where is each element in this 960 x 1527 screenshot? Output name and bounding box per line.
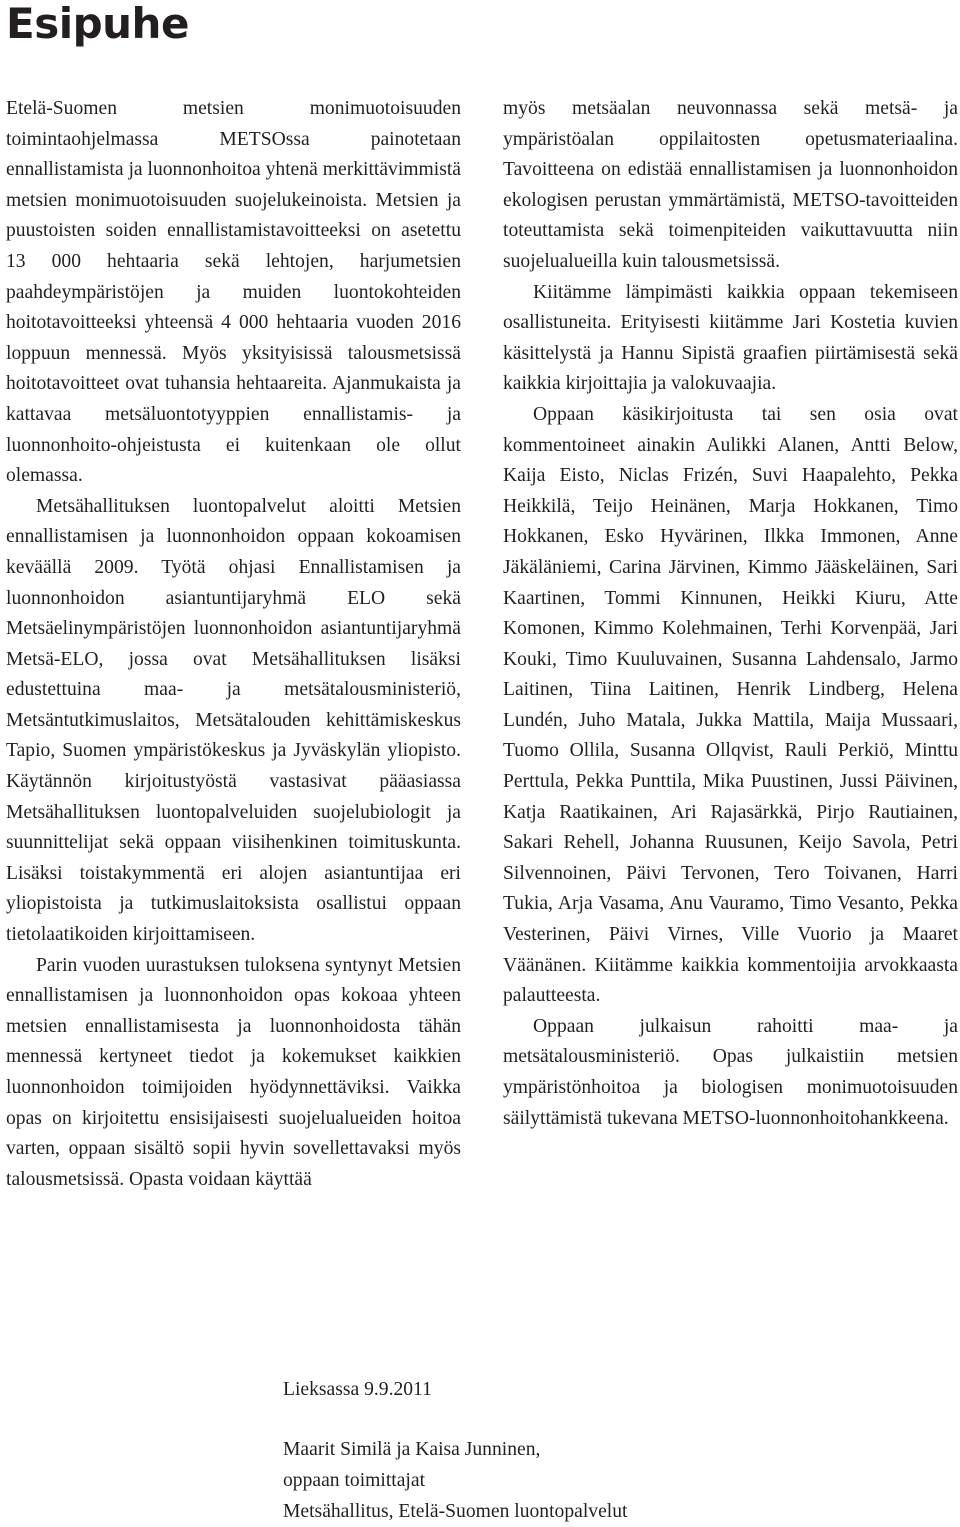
place-date: Lieksassa 9.9.2011: [283, 1379, 432, 1400]
left-column: [6, 94, 461, 1195]
signature-block: [283, 1434, 627, 1527]
paragraph-6: Oppaan käsikirjoitusta tai sen osia ovat kommentoineet ainakin Aulikki Alanen, Antti Below, Kaija Eisto, Niclas Frizén, Suvi Haapalehto, Pekka Heikkilä, Teijo Heinänen, Marja Hokkanen, Timo Hokkanen, Esko Hyvärinen, Ilkka Immonen, Anne Jäkäläniemi, Carina Järvinen, Kimmo Jääskeläinen, Sari Kaartinen, Tommi Kinnunen, Heikki Kiuru, Atte Komonen, Kimmo Kolehmainen, Terhi Korvenpää, Jari Kouki, Timo Kuuluvainen, Susanna Lahdensalo, Jarmo Laitinen, Tiina Laitinen, Henrik Lindberg, Helena Lundén, Juho Matala, Jukka Mattila, Maija Mussaari, Tuomo Ollila, Susanna Ollqvist, Rauli Perkiö, Minttu Perttula, Pekka Punttila, Mika Puustinen, Jussi Päivinen, Katja Raatikainen, Ari Rajasärkkä, Pirjo Rautiainen, Sakari Rehell, Johanna Ruusunen, Keijo Savola, Petri Silvennoinen, Päivi Tervonen, Tero Toivanen, Harri Tukia, Arja Vasama, Anu Vauramo, Timo Vesanto, Pekka Vesterinen, Päivi Virnes, Ville Vuorio ja Maaret Väänänen. Kiitämme kaikkia kommentoijia arvokkaasta palautteesta.: [503, 403, 958, 1007]
signature-names: Maarit Similä ja Kaisa Junninen,: [283, 1439, 541, 1460]
paragraph-4: myös metsäalan neuvonnassa sekä metsä- ja ympäristöalan oppilaitosten opetusmateriaalina. Tavoitteena on edistää ennallistamisen ja luonnonhoidon ekologisen perustan ymmärtämistä, METSO-tavoitteiden toteuttamista sekä toimenpiteiden vaikuttavuutta niin suojelualueilla kuin talousmetsissä.: [503, 98, 958, 272]
signature-organization: Metsähallitus, Etelä-Suomen luontopalvelut: [283, 1501, 628, 1522]
paragraph-3: Parin vuoden uurastuksen tuloksena syntynyt Metsien ennallistamisen ja luonnonhoidon opas kokoaa yhteen metsien ennallistamisesta ja luonnonhoidosta tähän mennessä kertyneet tiedot ja kokemukset kaikkien luonnonhoidon toimijoiden hyödynnettäviksi. Vaikka opas on kirjoitettu ensisijaisesti suojelualueiden hoitoa varten, oppaan sisältö sopii hyvin sovellettavaksi myös talousmetsissä. Opasta voidaan käyttää: [6, 954, 461, 1190]
right-column: [503, 94, 958, 1134]
paragraph-2: Metsähallituksen luontopalvelut aloitti Metsien ennallistamisen ja luonnonhoidon oppaan kokoamisen keväällä 2009. Työtä ohjasi Ennallistamisen ja luonnonhoidon asiantuntijaryhmä ELO sekä Metsäelinympäristöjen luonnonhoidon asiantuntijaryhmä Metsä-ELO, jossa ovat Metsähallituksen lisäksi edustettuina maa- ja metsätalousministeriö, Metsäntutkimuslaitos, Metsätalouden kehittämiskeskus Tapio, Suomen ympäristökeskus ja Jyväskylän yliopisto. Käytännön kirjoitustyöstä vastasivat pääasiassa Metsähallituksen luontopalveluiden suojelubiologit ja suunnittelijat sekä oppaan viisihenkinen toimituskunta. Lisäksi toistakymmentä eri alojen asiantuntijaa eri yliopistoista ja tutkimuslaitoksista osallistui oppaan tietolaatikoiden kirjoittamiseen.: [6, 495, 461, 946]
paragraph-5: Kiitämme lämpimästi kaikkia oppaan tekemiseen osallistuneita. Erityisesti kiitämme Jari Kostetia kuvien käsittelystä ja Hannu Sipistä graafien piirtämisestä sekä kaikkia kirjoittajia ja valokuvaajia.: [503, 281, 958, 395]
signature-role: oppaan toimittajat: [283, 1470, 426, 1491]
page-title: Esipuhe: [6, 0, 189, 48]
paragraph-7: Oppaan julkaisun rahoitti maa- ja metsätalousministeriö. Opas julkaistiin metsien ympäristönhoitoa ja biologisen monimuotoisuuden säilyttämistä tukevana METSO-luonnonhoitohankkeena.: [503, 1015, 958, 1129]
signature-place-date: [283, 1374, 432, 1405]
paragraph-1: Etelä-Suomen metsien monimuotoisuuden toimintaohjelmassa METSOssa painotetaan ennallistamista ja luonnonhoitoa yhtenä merkittävimmistä metsien monimuotoisuuden suojelukeinoista. Metsien ja puustoisten soiden ennallistamistavoitteeksi on asetettu 13 000 hehtaaria sekä lehtojen, harjumetsien paahdeympäristöjen ja muiden luontokohteiden hoitotavoitteeksi yhteensä 4 000 hehtaaria vuoden 2016 loppuun mennessä. Myös yksityisissä talousmetsissä hoitotavoitteet ovat tuhansia hehtaareita. Ajanmukaista ja kattavaa metsäluontotyyppien ennallistamis- ja luonnonhoito-ohjeistusta ei kuitenkaan ole ollut olemassa.: [6, 98, 461, 487]
